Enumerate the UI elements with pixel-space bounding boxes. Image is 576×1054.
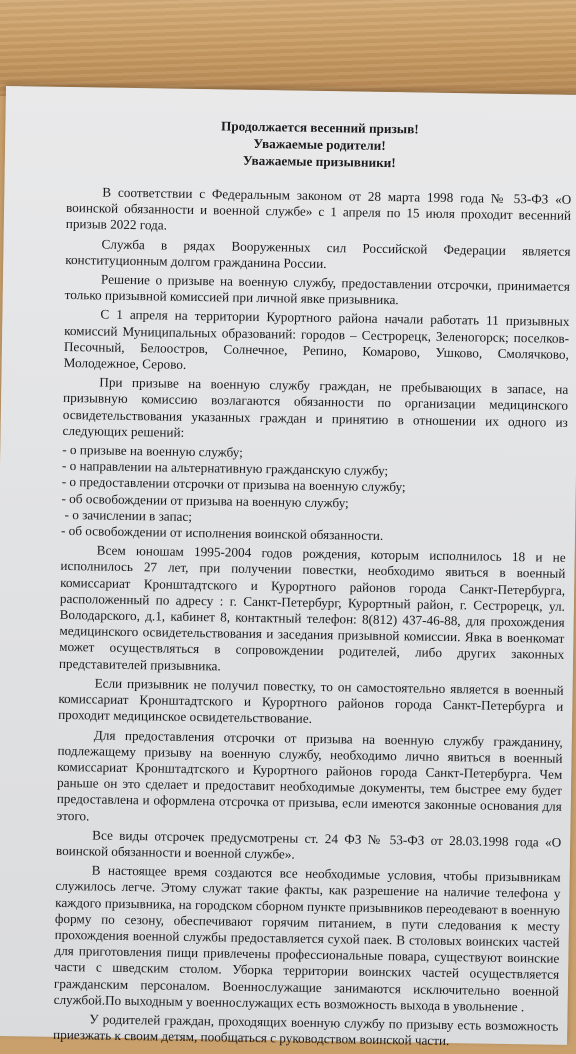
paragraph-law: В соответствии с Федеральным законом от 28 марта 1998 года № 53-ФЗ «О воинской обязанности и военной службе» с 1 апреля по 15 июля проходит весенний призыв 2022 года. <box>65 184 572 233</box>
list-item: - о направлении на альтернативную гражданскую службу; <box>61 458 389 479</box>
list-item: - о зачислении в запас; <box>61 506 193 524</box>
header-line-1: Продолжается весенний призыв! <box>221 118 419 137</box>
paragraph-commission-duties: При призыве на военную службу граждан, не пребывающих в запасе, на призывную комиссию возлагаются обязанности по организации медицинского освидетельствования указанных граждан и принятию в отношении их одного из следующих решений: <box>62 374 569 440</box>
wood-grain <box>0 0 576 96</box>
list-item: - о предоставлении отсрочки от призыва на военную службу; <box>61 474 406 495</box>
list-item: - об освобождении от призыва на военную службу; <box>61 490 349 511</box>
paragraph-no-summons: Если призывник не получил повестку, то он самостоятельно является в военный комиссариат Кронштадтского и Курортного районов города Санкт-Петербурга и проходит медицинское освидетельствование. <box>58 675 564 727</box>
paragraph-duty: Служба в рядах Вооруженных сил Российской Федерации является конституционным долгом гражданина России. <box>65 236 571 271</box>
header-line-2: Уважаемые родители! <box>253 135 386 153</box>
header-line-3: Уважаемые призывники! <box>242 152 396 171</box>
notice-sheet <box>0 86 576 1049</box>
list-item: - о призыве на военную службу; <box>62 441 243 460</box>
paragraph-youth-summons: Всем юношам 1995-2004 годов рождения, которым исполнилось 18 и не исполнилось 27 лет, при получении повестки, необходимо явиться в военный комиссариат Кронштадтского и Курортного районов города Санкт-Петербурга, расположенный по адресу : г. Санкт-Петербург, Курортный район, г. Сестрорецк, ул. Володарского, д.1, кабинет 8, контактный телефон: 8(812) 437-46-88, для прохождения медицинского освидетельствования и заседания призывной комиссии. Явка в военкомат может осуществляться в сопровождении родителей, либо других законных представителей призывника. <box>58 542 566 674</box>
list-item: - об освобождении от исполнения воинской обязанности. <box>60 522 384 544</box>
decisions-list <box>61 442 567 547</box>
paragraph-parents: У родителей граждан, проходящих военную службу по призыву есть возможность приезжать к своим детям, пообщаться с руководством воинской части. <box>52 1011 559 1049</box>
paragraph-deferment: Для предоставления отсрочки от призыва на военную службу гражданину, подлежащему призыву на военную службу, необходимо лично явиться в военный комиссариат Кронштадтского и Курортного районов города Санкт-Петербурга. Чем раньше он это сделает и предоставит необходимые документы, тем быстрее ему будет предоставлена и оформлена отсрочка от призыва, если имеются законные основания для этого. <box>56 726 563 823</box>
paragraph-commissions: С 1 апреля на территории Курортного района начали работать 11 призывных комиссий Муниципальных образований: городов – Сестрорецк, Зеленогорск; поселков-Песочный, Белоостров, Солнечное, Репино, Комарово, Ушково, Смолячково, Молодежное, Серово. <box>63 306 570 372</box>
paragraph-conditions: В настоящее время создаются все необходимые условия, чтобы призывникам служилось легче. Этому служат такие факты, как разрешение на наличие телефона у каждого призывника, на городском сборном пункте призывников переодевают в военную форму по сезону, обеспечивают горячим питанием, в пути следования к месту прохождения военной службы предоставляется сухой паек. В столовых воинских частей для приготовления пищи привлечены профессиональные повара, существуют воинские части с шведским столом. Уборка территории воинских частей осуществляется гражданским персоналом. Военнослужащие занимаются исключительно военной службой.По выходным у военнослужащих есть возможность выхода в увольнение . <box>53 862 561 1015</box>
paragraph-decision: Решение о призыве на военную службу, предоставлении отсрочки, принимается только призывной комиссией при личной явке призывника. <box>64 271 571 308</box>
notice-header <box>67 115 573 174</box>
paragraph-deferment-law: Все виды отсрочек предусмотрены ст. 24 ФЗ № 53-ФЗ от 28.03.1998 года «О воинской обязанности и военной службе». <box>55 827 562 862</box>
notice-content <box>53 115 573 1054</box>
